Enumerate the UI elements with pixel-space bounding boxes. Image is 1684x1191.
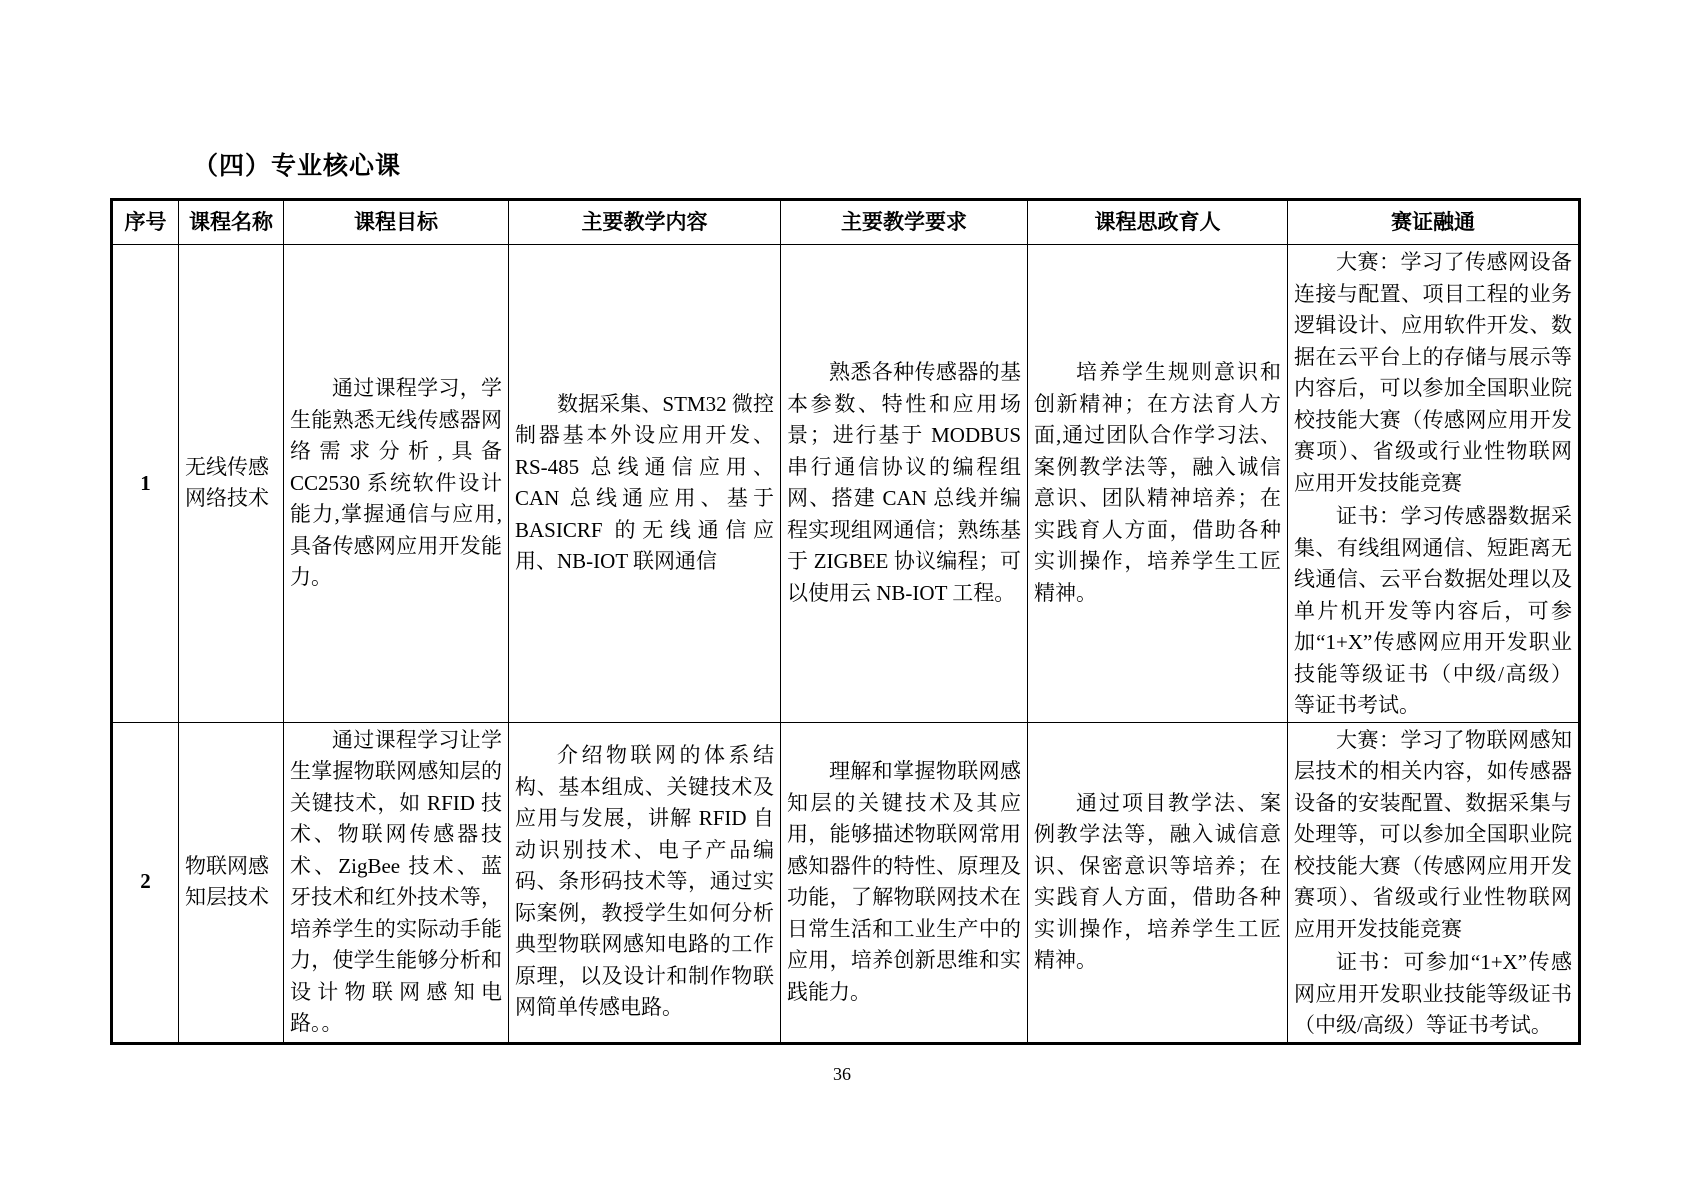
- col-header-seq: 序号: [112, 200, 179, 245]
- objective-paragraph: 通过课程学习，学生能熟悉无线传感器网络需求分析,具备 CC2530 系统软件设计能力,掌握通信与应用,具备传感网应用开发能力。: [290, 376, 502, 589]
- ideology-paragraph: 通过项目教学法、案例教学法等，融入诚信意识、保密意识等培养；在实践育人方面，借助各种实训操作，培养学生工匠精神。: [1034, 790, 1281, 972]
- col-header-requirements: 主要教学要求: [781, 200, 1028, 245]
- competition-paragraph-2: 证书：可参加“1+X”传感网应用开发职业技能等级证书（中级/高级）等证书考试。: [1294, 950, 1572, 1037]
- cell-content: [509, 245, 781, 723]
- cell-seq: 2: [112, 722, 179, 1043]
- content-paragraph: 介绍物联网的体系结构、基本组成、关键技术及应用与发展，讲解 RFID 自动识别技术、电子产品编码、条形码技术等，通过实际案例，教授学生如何分析典型物联网感知电路的工作原理，以及设计和制作物联网简单传感电路。: [515, 743, 774, 1020]
- page-number: 36: [833, 1064, 851, 1084]
- col-header-course-name: 课程名称: [179, 200, 284, 245]
- cell-ideology: [1028, 722, 1288, 1043]
- table-row-course-2: [112, 722, 1580, 1043]
- core-courses-table: [110, 198, 1581, 1045]
- competition-paragraph-1: 大赛：学习了传感网设备连接与配置、项目工程的业务逻辑设计、应用软件开发、数据在云平台上的存储与展示等内容后，可以参加全国职业院校技能大赛（传感网应用开发赛项）、省级或行业性物联网应用开发技能竞赛: [1294, 250, 1572, 495]
- cell-requirements: [781, 245, 1028, 723]
- requirements-paragraph: 熟悉各种传感器的基本参数、特性和应用场景；进行基于 MODBUS 串行通信协议的编程组网、搭建 CAN 总线并编程实现组网通信；熟练基于 ZIGBEE 协议编程；可以使用云 NB-IOT 工程。: [787, 360, 1021, 605]
- objective-paragraph: 通过课程学习让学生掌握物联网感知层的关键技术，如 RFID 技术、物联网传感器技术、ZigBee 技术、蓝牙技术和红外技术等，培养学生的实际动手能力，使学生能够分析和设计物联网感知电路。。: [290, 727, 502, 1035]
- section-title: （四）专业核心课: [193, 153, 402, 180]
- competition-paragraph-1: 大赛：学习了物联网感知层技术的相关内容，如传感器设备的安装配置、数据采集与处理等，可以参加全国职业院校技能大赛（传感网应用开发赛项）、省级或行业性物联网应用开发技能竞赛: [1294, 727, 1572, 941]
- cell-content: [509, 722, 781, 1043]
- cell-seq: 1: [112, 245, 179, 723]
- cell-course-name: 物联网感知层技术: [179, 722, 284, 1043]
- cell-objective: [284, 722, 509, 1043]
- col-header-ideology: 课程思政育人: [1028, 200, 1288, 245]
- col-header-objective: 课程目标: [284, 200, 509, 245]
- table-row-course-1: [112, 245, 1580, 723]
- cell-ideology: [1028, 245, 1288, 723]
- cell-competition: [1288, 722, 1580, 1043]
- col-header-content: 主要教学内容: [509, 200, 781, 245]
- cell-competition: [1288, 245, 1580, 723]
- requirements-paragraph: 理解和掌握物联网感知层的关键技术及其应用，能够描述物联网常用感知器件的特性、原理及功能，了解物联网技术在日常生活和工业生产中的应用，培养创新思维和实践能力。: [787, 759, 1021, 1004]
- cell-objective: [284, 245, 509, 723]
- table-header-row: [112, 200, 1580, 245]
- cell-requirements: [781, 722, 1028, 1043]
- competition-paragraph-2: 证书：学习传感器数据采集、有线组网通信、短距离无线通信、云平台数据处理以及单片机开发等内容后，可参加“1+X”传感网应用开发职业技能等级证书（中级/高级）等证书考试。: [1294, 504, 1572, 717]
- ideology-paragraph: 培养学生规则意识和创新精神；在方法育人方面,通过团队合作学习法、案例教学法等，融入诚信意识、团队精神培养；在实践育人方面，借助各种实训操作，培养学生工匠精神。: [1034, 360, 1281, 605]
- cell-course-name: 无线传感网络技术: [179, 245, 284, 723]
- col-header-competition: 赛证融通: [1288, 200, 1580, 245]
- content-paragraph: 数据采集、STM32 微控制器基本外设应用开发、RS-485 总线通信应用、CAN 总线通应用、基于 BASICRF 的无线通信应用、NB-IOT 联网通信: [515, 391, 774, 574]
